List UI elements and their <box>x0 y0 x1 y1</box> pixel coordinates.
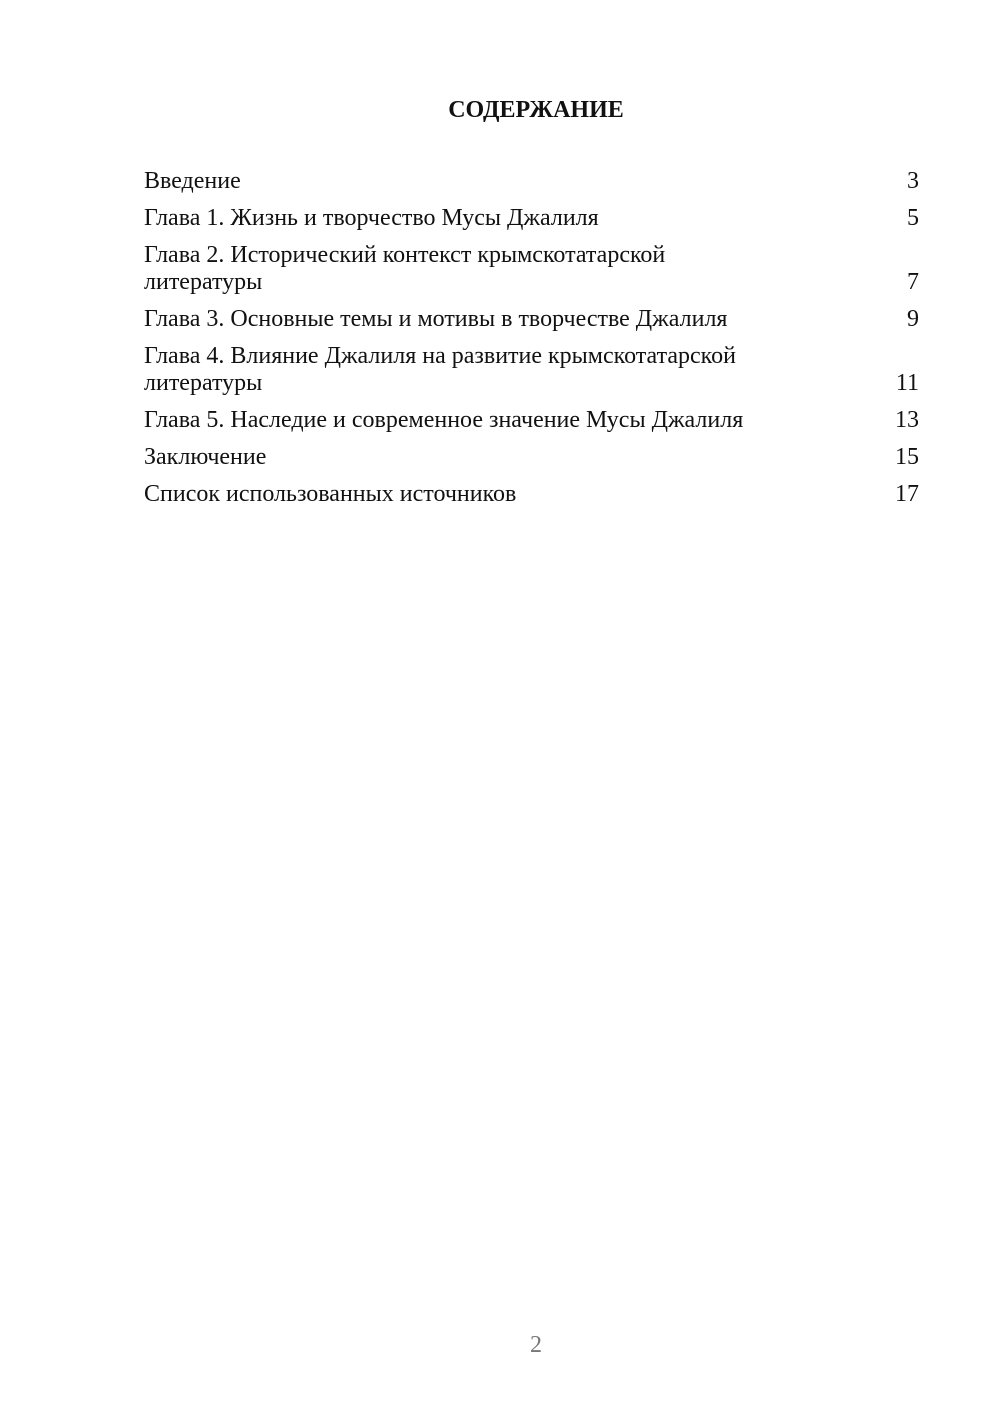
toc-item-label: Глава 4. Влияние Джалиля на развитие крымскотатарской литературы <box>144 343 736 396</box>
toc-item <box>144 242 919 296</box>
toc-item-label: Глава 1. Жизнь и творчество Мусы Джалиля <box>144 205 599 231</box>
toc-item-label: Глава 5. Наследие и современное значение Мусы Джалиля <box>144 407 744 433</box>
page-number: 2 <box>530 1332 542 1358</box>
toc-item <box>144 168 919 195</box>
toc-item <box>144 407 919 434</box>
toc-item-label: Заключение <box>144 444 267 470</box>
toc-item-label: Глава 3. Основные темы и мотивы в творчестве Джалиля <box>144 306 728 332</box>
table-of-contents <box>144 168 919 518</box>
toc-item <box>144 343 919 397</box>
page-title: СОДЕРЖАНИЕ <box>448 97 624 123</box>
toc-item-page: 13 <box>895 407 919 433</box>
toc-item <box>144 306 919 333</box>
toc-item <box>144 444 919 471</box>
toc-item-label: Список использованных источников <box>144 481 517 507</box>
toc-item-page: 15 <box>895 444 919 470</box>
toc-item-page: 5 <box>907 205 919 231</box>
toc-item-page: 7 <box>907 269 919 295</box>
toc-item-page: 3 <box>907 168 919 194</box>
toc-item-page: 9 <box>907 306 919 332</box>
toc-item-label: Введение <box>144 168 241 194</box>
toc-item <box>144 205 919 232</box>
toc-item-label: Глава 2. Исторический контекст крымскотатарской литературы <box>144 242 666 295</box>
toc-item-page: 17 <box>895 481 919 507</box>
toc-item-page: 11 <box>895 370 919 396</box>
toc-item <box>144 481 919 508</box>
